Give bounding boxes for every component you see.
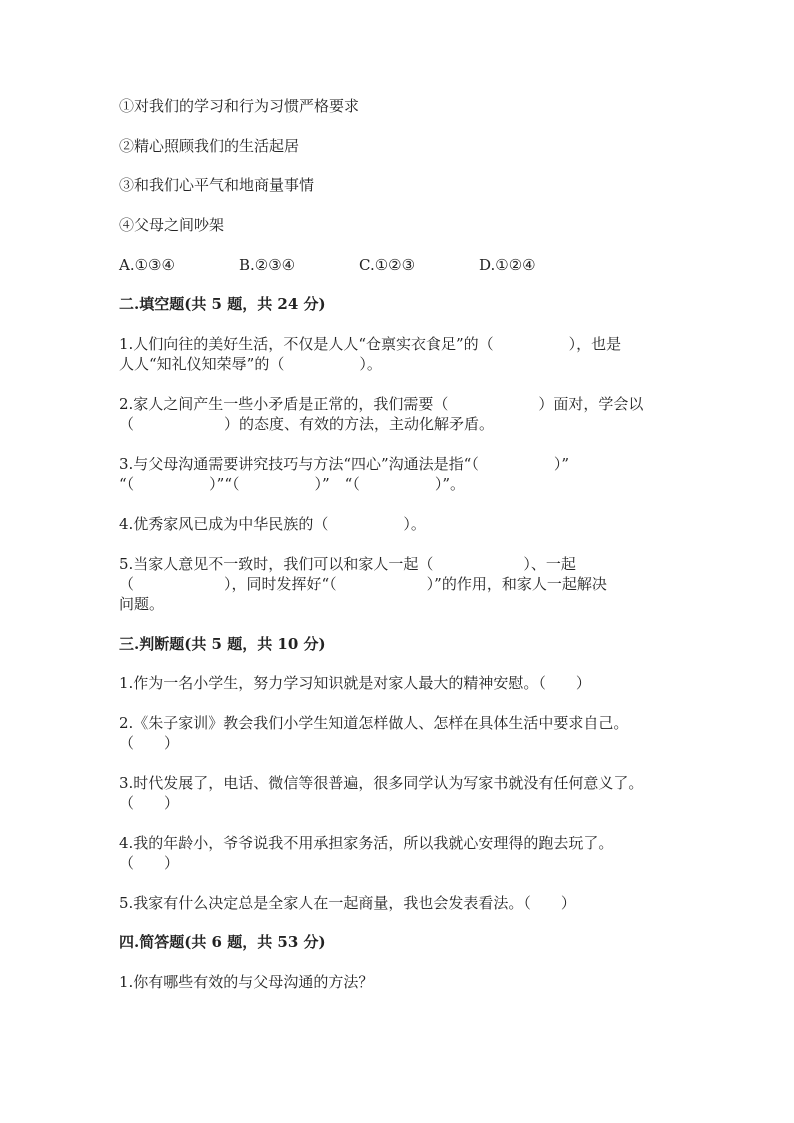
s3-q2-line2: （ ） <box>119 734 180 752</box>
option-item-4: ④父母之间吵架 <box>119 216 225 234</box>
s3-q4-line2: （ ） <box>119 854 180 872</box>
s2-q5-line1: 5.当家人意见不一致时，我们可以和家人一起（ ）、一起 <box>119 555 576 573</box>
option-item-2: ②精心照顾我们的生活起居 <box>119 137 300 155</box>
option-item-3: ③和我们心平气和地商量事情 <box>119 176 315 194</box>
s2-q3-line1: 3.与父母沟通需要讲究技巧与方法“四心”沟通法是指“（ ）” <box>119 455 569 473</box>
s2-q1-line1: 1.人们向往的美好生活，不仅是人人“仓禀实衣食足”的（ ），也是 <box>119 335 622 353</box>
s3-q3-line1: 3.时代发展了，电话、微信等很普遍，很多同学认为写家书就没有任何意义了。 <box>119 774 644 792</box>
s2-q1-line2: 人人“知礼仪知荣辱”的（ ）。 <box>119 355 382 373</box>
section4-heading: 四.简答题(共 6 题，共 53 分) <box>119 933 326 951</box>
s3-q5-line1: 5.我家有什么决定总是全家人在一起商量，我也会发表看法。（ ） <box>119 894 576 912</box>
choice-b: B.②③④ <box>239 256 296 274</box>
s2-q5-line3: 问题。 <box>119 595 165 613</box>
section3-heading: 三.判断题(共 5 题，共 10 分) <box>119 635 326 653</box>
s3-q1-line1: 1.作为一名小学生，努力学习知识就是对家人最大的精神安慰。（ ） <box>119 674 591 692</box>
choice-a: A.①③④ <box>119 256 175 274</box>
s2-q5-line2: （ ），同时发挥好“（ ）”的作用，和家人一起解决 <box>119 575 607 593</box>
s2-q2-line1: 2.家人之间产生一些小矛盾是正常的，我们需要（ ）面对，学会以 <box>119 395 644 413</box>
section2-heading: 二.填空题(共 5 题，共 24 分) <box>119 295 326 313</box>
s3-q4-line1: 4.我的年龄小，爷爷说我不用承担家务活，所以我就心安理得的跑去玩了。 <box>119 834 614 852</box>
s4-q1-line1: 1.你有哪些有效的与父母沟通的方法？ <box>119 973 374 991</box>
s2-q3-line2: “（ ）”“（ ）” “（ ）”。 <box>119 475 466 493</box>
option-item-1: ①对我们的学习和行为习惯严格要求 <box>119 97 360 115</box>
s2-q4-line1: 4.优秀家风已成为中华民族的（ ）。 <box>119 515 426 533</box>
s2-q2-line2: （ ）的态度、有效的方法，主动化解矛盾。 <box>119 415 495 433</box>
s3-q2-line1: 2.《朱子家训》教会我们小学生知道怎样做人、怎样在具体生活中要求自己。 <box>119 714 629 732</box>
s3-q3-line2: （ ） <box>119 794 180 812</box>
choice-d: D.①②④ <box>479 256 536 274</box>
choice-c: C.①②③ <box>359 256 416 274</box>
